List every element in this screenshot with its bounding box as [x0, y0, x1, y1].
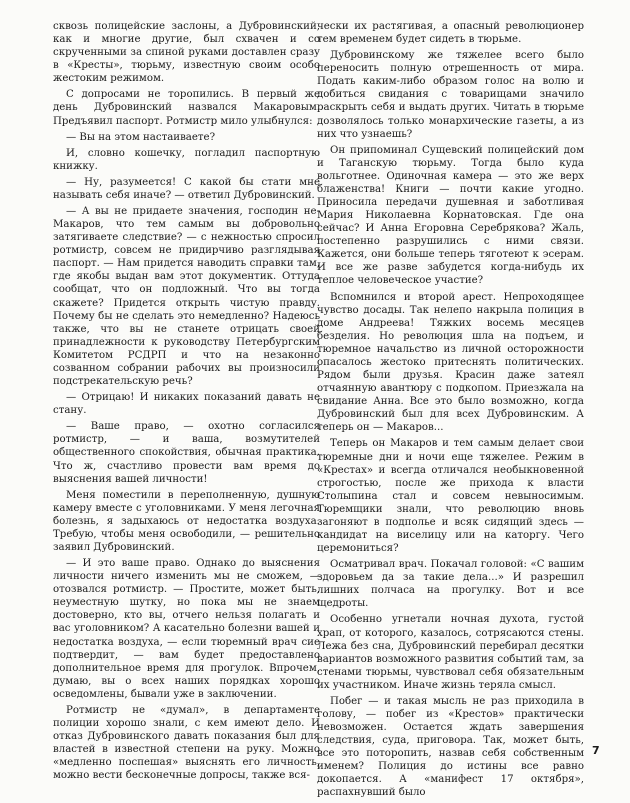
paragraph: — Вы на этом настаиваете?: [66, 131, 216, 143]
paragraph: С допросами не торопились. В первый же день Дубровинский назвался Макаровым. Предъявил паспорт. Ротмистр мило улыбнулся:: [53, 89, 320, 127]
right-text-column: [317, 20, 584, 803]
paragraph: сквозь полицейские заслоны, а Дубровинский, как и многие другие, был схвачен и со скрученными за спиной руками доставлен сразу в «Кресты», тюрьму, известную своим особо жестоким режимом.: [53, 21, 320, 85]
paragraph: чески их растягивая, а опасный революционер тем временем будет сидеть в тюрьме.: [317, 21, 584, 46]
paragraph: Особенно угнетали ночная духота, густой храп, от которого, казалось, сотрясаются стены. Лежа без сна, Дубровинский перебирал десятки вариантов возможного развития событий там, за стенами тюрьмы, чувствовал себя обязательным их участником. Иначе жизнь теряла смысл.: [317, 614, 584, 691]
paragraph: Ротмистр не «думал», в департаменте полиции хорошо знали, с кем имеют дело. И отказ Дубровинского давать показания был для властей в известной степени на руку. Можно «медленно поспешая» выяснять его личность, можно вести бесконечные допросы, также вся-: [53, 704, 320, 782]
paragraph: — А вы не придаете значения, господин не-Макаров, что тем самым вы добровольно затягиваете следствие? — с нежностью спросил ротмистр, совсем не придирчиво разглядывая паспорт. — Нам придется наводить справки там, где якобы выдан вам этот документик. Оттуда сообщат, что он подложный. Что вы тогда скажете? Придется открыть чистую правду. Почему бы не сделать это немедленно? Надеюсь также, что вы не станете отрицать своей принадлежности к руководству Петербургским Комитетом РСДРП и что на незаконно созванном собрании рабочих вы произносили подстрекательскую речь?: [53, 206, 320, 388]
page-number: 7: [592, 744, 600, 757]
paragraph: — Отрицаю! И никаких показаний давать не стану.: [53, 392, 320, 417]
paragraph: Теперь он Макаров и тем самым делает свои тюремные дни и ночи еще тяжелее. Режим в «Крестах» и всегда отличался необыкновенной строгостью, после же прихода к власти Столыпина стал и совсем невыносимым. Тюремщики знали, что революцию вновь загоняют в подполье и всяк сидящий здесь — кандидат на виселицу или на каторгу. Чего церемониться?: [317, 438, 584, 555]
paragraph: Он припоминал Сущевский полицейский дом и Таганскую тюрьму. Тогда было куда вольготнее. Одиночная камера — это же верх блаженства! Книги — почти какие угодно. Приносила передачи душевная и заботливая Мария Николаевна Корнатовская. Где она сейчас? И Анна Егоровна Серебрякова? Жаль, постепенно разрушились с ними связи. Кажется, они больше теперь тяготеют к эсерам. И все же разве забудется когда-нибудь их теплое человеческое участие?: [317, 144, 584, 287]
paragraph: И, словно кошечку, погладил паспортную книжку.: [53, 147, 320, 172]
paragraph: Вспомнился и второй арест. Непроходящее чувство досады. Так нелепо накрыла полиция в доме Андреева! Тяжких восемь месяцев безделия. Но революция шла на подъем, и тюремное начальство из личной осторожности опасалось жестоко притеснять политических. Рядом были друзья. Красин даже затеял отчаянную авантюру с подкопом. Приезжала на свидание Анна. Все это было возможно, когда Дубровинский был для всех Дубровинским. А теперь он — Макаров...: [317, 291, 584, 434]
paragraph: Дубровинскому же тяжелее всего было переносить полную отрешенность от мира. Подать каким-либо образом голос на волю и добиться свидания с товарищами значило раскрыть себя и выдать других. Читать в тюрьме дозволялось только монархические газеты, а из них что узнаешь?: [317, 50, 584, 140]
paragraph: Осматривал врач. Покачал головой: «С вашим здоровьем да за такие дела...» И разрешил лишних полчаса на прогулку. Вот и все щедроты.: [317, 559, 584, 610]
paragraph: Побег — и такая мысль не раз приходила в голову, — побег из «Крестов» практически невозможен. Остается ждать завершения следствия, суда, приговора. Так, может быть, все это поторопить, назвав себя собственным именем? Полиция до истины все равно докопается. А «манифест 17 октября», распахнувший было: [317, 695, 584, 799]
paragraph: — Ну, разумеется! С какой бы стати мне называть себя иначе? — ответил Дубровинский.: [53, 176, 320, 201]
paragraph: Меня поместили в переполненную, душную камеру вместе с уголовниками. У меня легочная болезнь, я задыхаюсь от недостатка воздуха. Требую, чтобы меня освободили, — решительно заявил Дубровинский.: [53, 489, 320, 553]
paragraph: — Ваше право, — охотно согласился ротмистр, — и ваша, возмутителей общественного спокойствия, обычная практика. Что ж, счастливо провести вам время до выяснения вашей личности!: [53, 421, 320, 485]
left-text-column: [53, 20, 320, 785]
paragraph: — И это ваше право. Однако до выяснения личности ничего изменить мы не сможем, — отозвался ротмистр. — Простите, может быть, неуместную шутку, но пока мы не знаем достоверно, кто вы, отчего нельзя полагать и вас уголовником? А касательно болезни вашей и недостатка воздуха, — если тюремный врач сие подтвердит, — вам будет предоставлено дополнительное время для прогулок. Впрочем, думаю, вы о всех наших порядках хорошо осведомлены, бывали уже в заключении.: [53, 558, 320, 700]
